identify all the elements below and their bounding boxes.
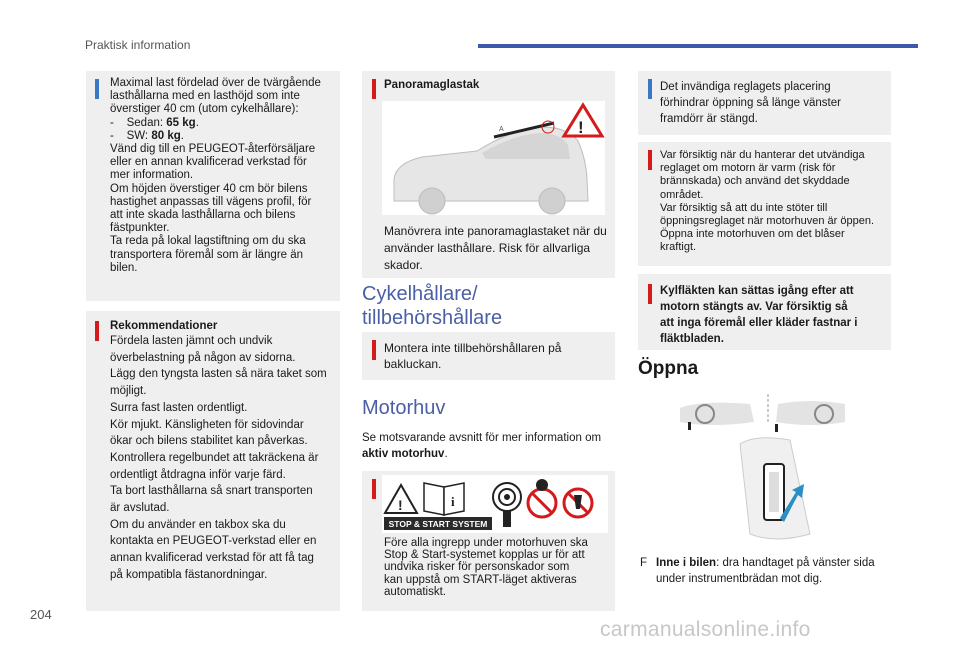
stop-start-line: automatiskt. — [384, 585, 446, 598]
car-silhouette-icon — [382, 101, 605, 215]
warning-icon — [648, 150, 652, 170]
heading-bike-carrier-line: Cykelhållare/ — [362, 283, 478, 305]
rec-line: Kör mjukt. Känsligheten för sidovindar — [110, 418, 304, 431]
info-box-load — [86, 71, 340, 301]
manual-book-icon — [424, 483, 464, 515]
no-tie-icon — [564, 489, 592, 517]
info-icon — [648, 79, 652, 99]
rec-line: Fördela lasten jämnt och undvik — [110, 335, 273, 347]
cooling-fan-line: fläktbladen. — [660, 333, 724, 345]
panorama-title: Panoramaglastak — [384, 79, 480, 91]
bike-carrier-line: Montera inte tillbehörshållaren på — [384, 341, 562, 355]
warning-box-stop-start — [362, 471, 615, 611]
warning-icon — [372, 479, 376, 499]
info-box-lock — [638, 71, 891, 135]
rec-line: Surra fast lasten ordentligt. — [110, 401, 248, 414]
hot-engine-line: området. — [660, 188, 704, 201]
sw-line: - SW: 80 kg. — [110, 129, 184, 142]
heading-bike-carrier — [362, 282, 502, 330]
recommendations-title: Rekommendationer — [110, 320, 218, 332]
rec-line: ökar och bilens stabilitet kan påverkas. — [110, 435, 308, 448]
lock-line: förhindrar öppning så länge vänster — [660, 97, 841, 109]
warning-box-bike-carrier — [362, 332, 615, 380]
panorama-line: använder lasthållare. Risk för allvarliga — [384, 241, 591, 255]
load-line: Ta reda på lokal lagstiftning om du ska — [110, 235, 306, 248]
heading-bike-carrier-line: tillbehörshållare — [362, 307, 503, 329]
bonnet-intro-line: Se motsvarande avsnitt för mer information om — [362, 432, 602, 444]
load-line: fästpunkter. — [110, 222, 170, 235]
car-roof-illustration — [382, 101, 605, 215]
load-line: att inte skada lasthållarna och bilens — [110, 209, 296, 222]
heading-open: Öppna — [638, 358, 699, 379]
warning-icon — [372, 79, 376, 99]
hot-engine-line: brännskada) och använd det skyddade — [660, 175, 850, 188]
warning-box-panorama — [362, 71, 615, 278]
stop-start-line: kan uppstå om START-läget aktiveras — [384, 573, 577, 586]
hot-engine-line: reglaget om motorn är varm (risk för — [660, 162, 836, 175]
section-header: Praktisk information — [85, 38, 191, 52]
bonnet-intro — [362, 430, 617, 462]
panorama-line: skador. — [384, 258, 423, 272]
warning-icon — [95, 321, 99, 341]
rec-line: överbelastning på någon av sidorna. — [110, 351, 296, 364]
load-line: Vänd dig till en PEUGEOT-återförsäljare — [110, 143, 316, 156]
rec-line: Ta bort lasthållarna så snart transporten — [110, 485, 313, 498]
hot-engine-line: öppningsreglaget när motorhuven är öppen. — [660, 215, 875, 228]
hot-engine-line: Var försiktig så att du inte stöter till — [660, 201, 828, 214]
warning-box-cooling-fan — [638, 274, 891, 350]
bullet-icon: F — [640, 557, 648, 569]
open-instruction-line: under instrumentbrädan mot dig. — [656, 573, 823, 585]
rec-line: Kontrollera regelbundet att takräckena är — [110, 451, 319, 464]
stop-start-line: Före alla ingrepp under motorhuven ska — [384, 537, 588, 549]
cooling-fan-line: Kylfläkten kan sättas igång efter att — [660, 285, 854, 297]
stop-start-illustration — [382, 475, 608, 533]
rec-line: annan kvalificerad verkstad för att få tag — [110, 552, 314, 565]
load-line: Om höjden överstiger 40 cm bör bilens — [110, 182, 308, 195]
svg-text:i: i — [451, 494, 455, 509]
rec-line: Om du använder en takbox ska du — [110, 518, 286, 531]
stop-start-line: Stop & Start-systemet kopplas ur för att — [384, 549, 585, 562]
stop-start-label: STOP & START SYSTEM — [388, 519, 488, 529]
load-line: mer information. — [110, 169, 194, 182]
rec-line: Lägg den tyngsta lasten så nära taket som — [110, 368, 327, 381]
page-number: 204 — [30, 607, 52, 622]
rec-line: möjligt. — [110, 385, 147, 398]
warning-icon — [648, 284, 652, 304]
hot-engine-line: kraftigt. — [660, 241, 697, 254]
header-bar — [478, 44, 918, 48]
bonnet-release-illustration — [680, 394, 850, 550]
hot-engine-line: Var försiktig när du hanterar det utvändiga — [660, 149, 865, 161]
lock-line: framdörr är stängd. — [660, 113, 758, 125]
bike-carrier-line: bakluckan. — [384, 357, 442, 371]
rec-line: är avslutad. — [110, 502, 170, 515]
warning-icon — [372, 340, 376, 360]
hot-engine-line: Öppna inte motorhuven om det blåser — [660, 228, 845, 241]
info-icon — [95, 79, 99, 99]
load-line: eller en annan kvalificerad verkstad för — [110, 156, 307, 169]
load-line: bilen. — [110, 261, 138, 274]
warning-box-hot-engine — [638, 142, 891, 266]
open-instruction-line: F Inne i bilen: dra handtaget på vänster sida — [640, 557, 875, 569]
no-hand-icon — [528, 479, 556, 517]
rec-line: ordentligt åtdragna inför varje färd. — [110, 468, 286, 481]
rec-line: kontakta en PEUGEOT-verkstad eller en — [110, 535, 317, 548]
panorama-line: Manövrera inte panoramaglastaket när du — [384, 224, 607, 238]
warning-box-recommendations — [86, 311, 340, 611]
load-line: Maximal last fördelad över de tvärgående — [110, 77, 321, 89]
cooling-fan-line: motorn stängts av. Var försiktig så — [660, 301, 848, 313]
heading-bonnet: Motorhuv — [362, 397, 446, 419]
stop-start-line: undvika risker för personskador som — [384, 561, 570, 574]
load-line: hastighet anpassas till vägens profil, för — [110, 195, 312, 208]
lock-line: Det invändiga reglagets placering — [660, 81, 831, 93]
load-line: lasthållarna med en lasthöjd som inte — [110, 90, 300, 103]
sedan-line: - Sedan: 65 kg. — [110, 116, 199, 129]
svg-text:!: ! — [578, 118, 584, 137]
svg-text:A: A — [499, 126, 504, 133]
bonnet-intro-line: aktiv motorhuv. — [362, 448, 448, 460]
watermark: carmanualsonline.info — [600, 618, 811, 641]
open-instruction — [640, 555, 895, 587]
load-line: överstiger 40 cm (utom cykelhållare): — [110, 103, 299, 116]
load-line: transportera föremål som är längre än — [110, 248, 304, 261]
svg-text:!: ! — [398, 497, 403, 513]
cooling-fan-line: att inga föremål eller kläder fastnar i — [660, 317, 858, 329]
fan-spiral-icon — [493, 483, 521, 527]
rec-line: på kompatibla fästanordningar. — [110, 568, 268, 581]
